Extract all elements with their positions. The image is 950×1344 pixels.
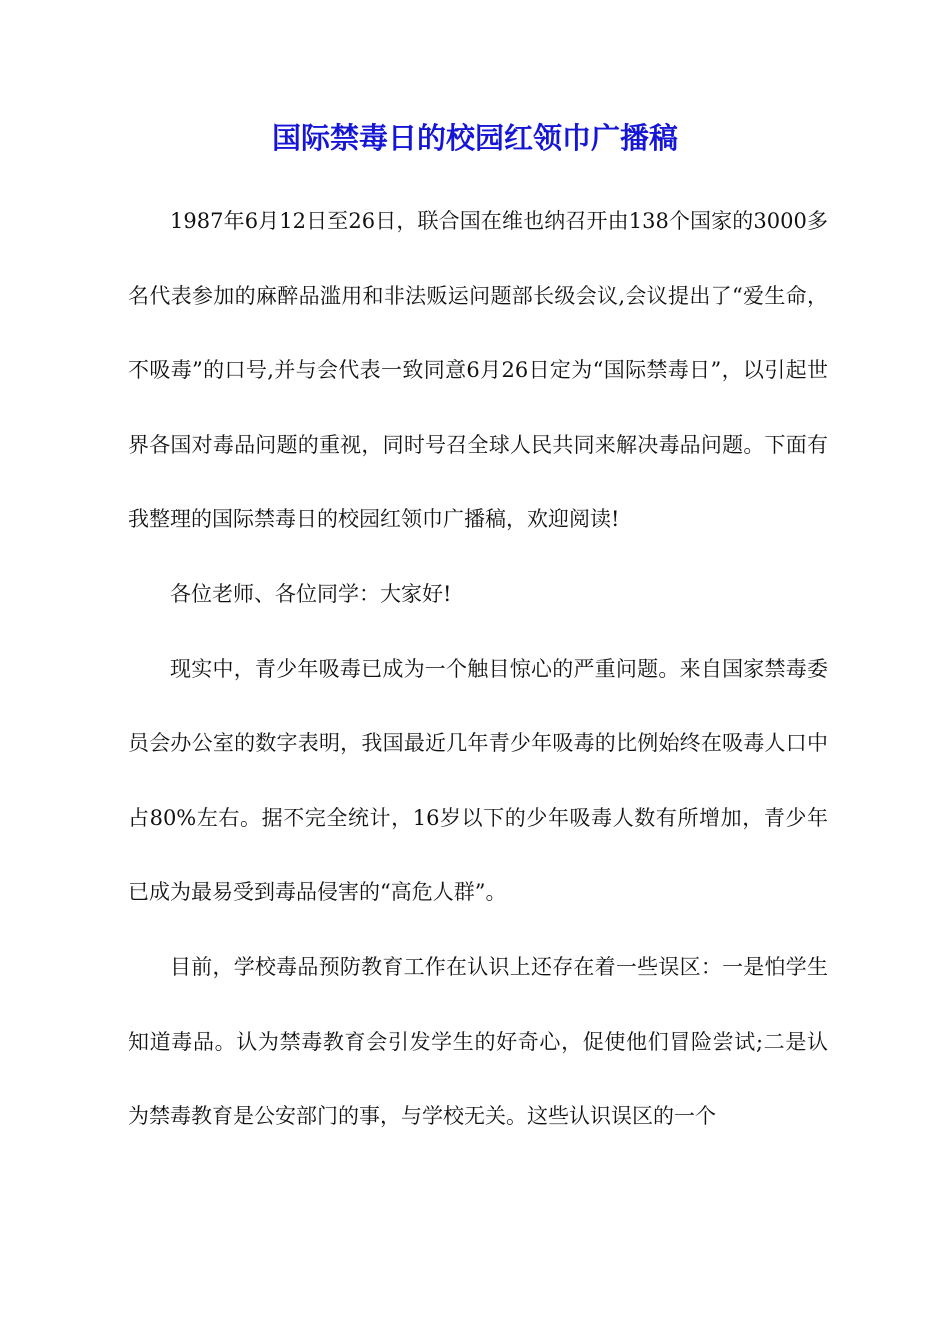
paragraph-misconceptions: 目前，学校毒品预防教育工作在认识上还存在着一些误区：一是怕学生知道毒品。认为禁毒教育会引发学生的好奇心，促使他们冒险尝试;二是认为禁毒教育是公安部门的事，与学校无关。这些认识误区的一个 [128,954,828,1129]
paragraph-reality: 现实中，青少年吸毒已成为一个触目惊心的严重问题。来自国家禁毒委员会办公室的数字表明，我国最近几年青少年吸毒的比例始终在吸毒人口中占80%左右。据不完全统计，16岁以下的少年吸毒人数有所增加，青少年已成为最易受到毒品侵害的“高危人群”。 [128,656,828,905]
paragraph-greeting: 各位老师、各位同学：大家好! [170,581,452,606]
document-body [128,184,828,1154]
paragraph-intro: 1987年6月12日至26日，联合国在维也纳召开由138个国家的3000多名代表参加的麻醉品滥用和非法贩运问题部长级会议,会议提出了“爱生命，不吸毒”的口号,并与会代表一致同意6月26日定为“国际禁毒日”，以引起世界各国对毒品问题的重视，同时号召全球人民共同来解决毒品问题。下面有我整理的国际禁毒日的校园红领巾广播稿，欢迎阅读! [128,209,828,532]
document-title: 国际禁毒日的校园红领巾广播稿 [271,121,678,155]
